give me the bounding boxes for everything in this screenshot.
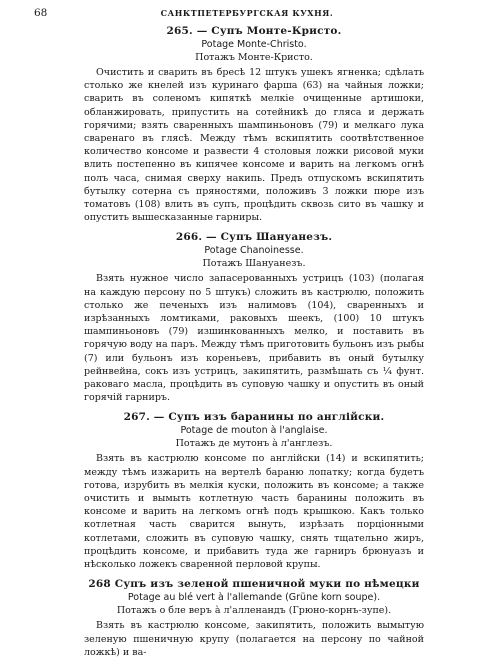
recipe-subtitle-fr: Potage de mouton à l'anglaise. (180, 425, 328, 437)
recipe-265 (84, 24, 424, 224)
recipe-title: 268 Супъ изъ зеленой пшеничной муки по нѣмецки (88, 578, 420, 591)
recipe-subtitle-ru: Потажъ Шануанезъ. (202, 258, 306, 270)
recipe-body: Взять нужное число запасерованныхъ устрицъ (103) (полагая на каждую персону по 5 штукъ) сложить въ кастрюлю, положить столько же печеныхъ изъ налимовъ (104), сваренныхъ и изрѣзанныхъ ломтиками, раковыхъ шеекъ, (100) 10 штукъ шампиньоновъ (79) изшинкованныхъ мелко, и поставить въ горячую воду на паръ. Между тѣмъ приготовить бульонъ изъ рыбы (7) или бульонъ изъ кореньевъ, прибавить въ оный бутылку рейнвейна, сокъ изъ устрицъ, закипятить, размѣшать съ ¼ фунт. раковаго масла, процѣдить въ суповую чашку и опустить въ оный горячій гарниръ. (84, 273, 424, 404)
recipe-subtitle-ru: Потажъ Монте-Кристо. (195, 52, 313, 63)
recipe-266 (84, 230, 424, 404)
running-head: САНКТПЕТЕРБУРГСКАЯ КУХНЯ. (160, 8, 334, 18)
recipe-268 (84, 577, 424, 659)
recipe-body: Взять въ кастрюлю консоме по англійски (14) и вскипятить; между тѣмъ изжарить на вертелѣ бараню лопатку; когда будетъ готова, изрубить въ мелкія куски, положить въ консоме; а также очистить и вымыть котлетную часть баранины положить въ консоме и варить на легкомъ огнѣ подъ крышкою. Какъ только котлетная часть сварится вынуть, изрѣзать порціонными котлетами, сложить въ суповую чашку, снять тщательно жиръ, процѣдить консоме, и прибавить туда же гарниръ брюнуазъ и нѣсколько ложекъ сваренной перловой крупы. (84, 453, 424, 571)
recipe-subtitle-fr: Potage au blé vert à l'allemande (Grüne korn soupe). (127, 592, 381, 604)
recipe-subtitle-ru: Потажъ о бле веръ à л'алленандъ (Грюно-корнъ-зупе). (116, 605, 392, 617)
recipe-subtitle-ru: Потажъ де мутонъ à л'англезъ. (175, 438, 333, 450)
recipe-body: Очистить и сварить въ бресѣ 12 штукъ ушекъ ягненка; сдѣлать столько же кнелей изъ куринаго фарша (63) на чайныя ложки; сварить въ соленомъ кипяткѣ мелкіе очищенные артишоки, обланжировать, припустить на сотейникѣ до гляса и держать горячими; взять сваренныхъ шампиньоновъ (79) и мелкаго лука сваренаго въ глясѣ. Между тѣмъ вскипятить соотвѣтственное количество консоме и развести 4 столовыя ложки рисовой муки влить постепенно въ кипячее консоме и варить на легкомъ огнѣ полъ часа, снимая сверху накипь. Предъ отпускомъ вскипятить бутылку сотерна съ пряностями, положивъ 3 ложки пюре изъ томатовъ (108) влить въ супъ, процѣдить сквозь сито въ чашку и опустить вышесказанные гарниры. (84, 67, 424, 224)
recipe-body: Взять въ кастрюлю консоме, закипятить, положить вымытую зеленую пшеничную крупу (полагается на персону по чайной ложкѣ) и ва- (84, 620, 424, 658)
recipe-subtitle-fr: Potage Monte-Christo. (201, 39, 307, 50)
recipe-title: 265. — Супъ Монте-Кристо. (166, 25, 342, 37)
page-content (84, 24, 424, 665)
recipe-subtitle-fr: Potage Chanoinesse. (204, 245, 304, 257)
page-header (34, 7, 460, 21)
recipe-title: 266. — Супъ Шануанезъ. (175, 231, 333, 244)
page-number: 68 (34, 7, 48, 19)
recipe-title: 267. — Супъ изъ баранины по англійски. (123, 411, 385, 424)
recipe-267 (84, 410, 424, 571)
